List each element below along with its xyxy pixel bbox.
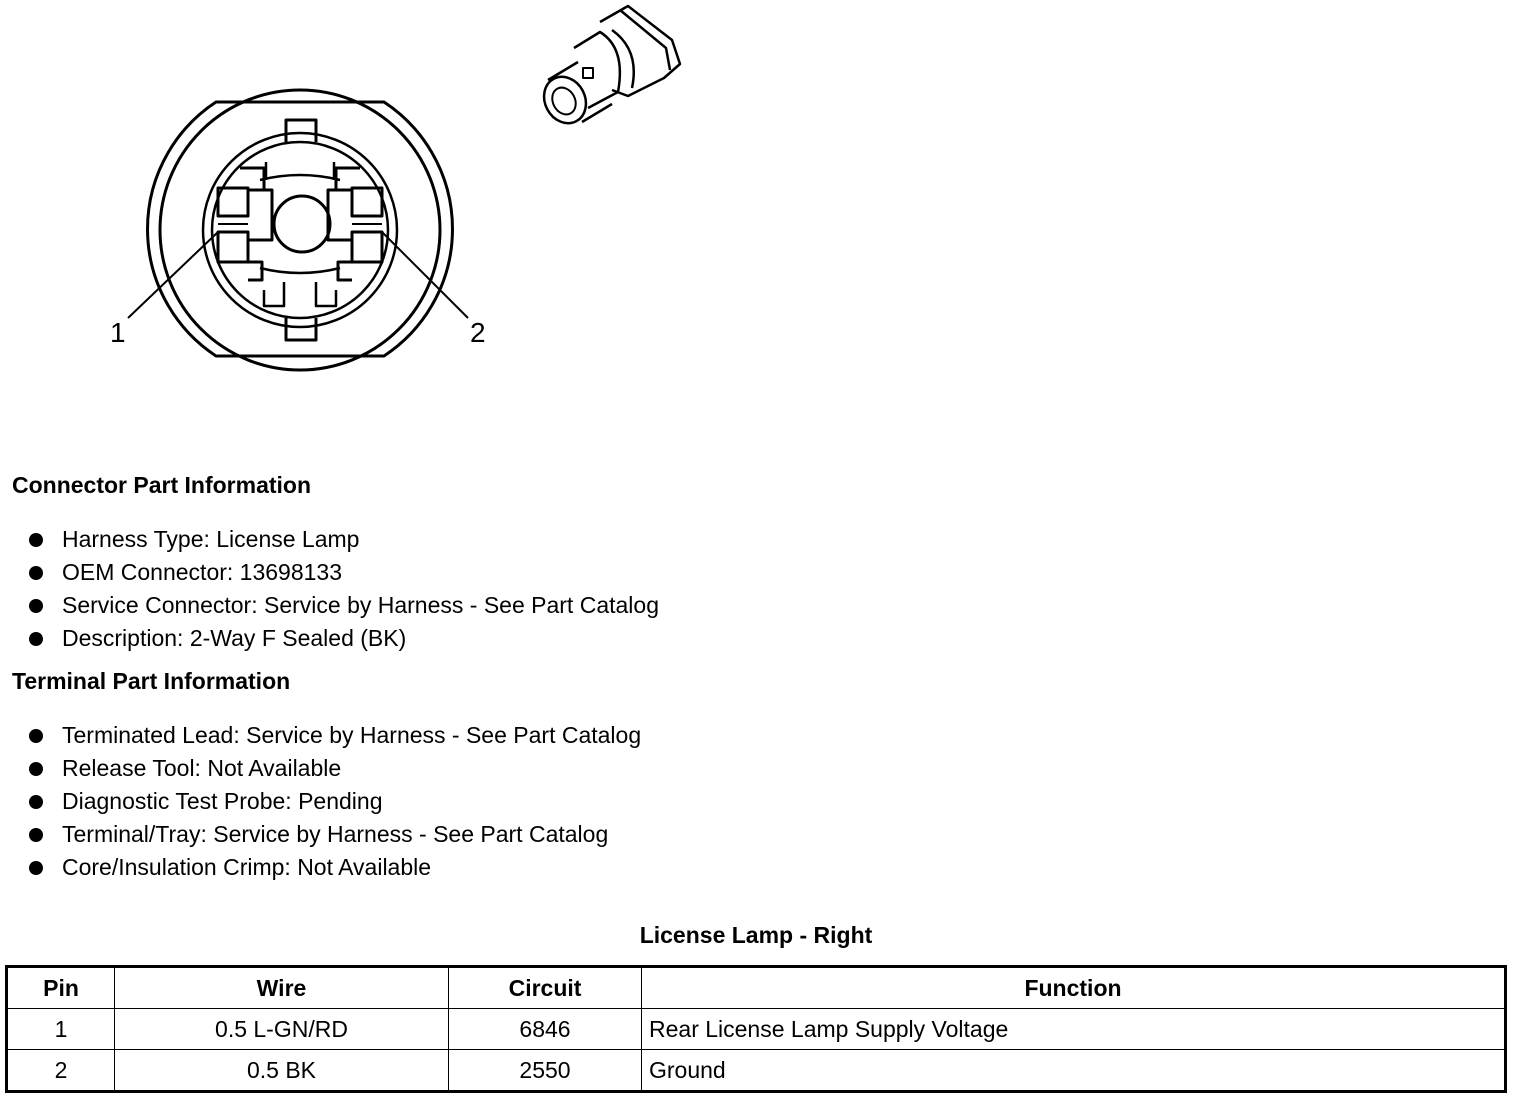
callout-leader-1 bbox=[128, 232, 218, 318]
bullet-icon bbox=[29, 762, 43, 776]
cell-wire: 0.5 L-GN/RD bbox=[115, 1009, 449, 1050]
list-item: Terminated Lead: Service by Harness - See Part Catalog bbox=[0, 719, 641, 752]
bullet-icon bbox=[29, 861, 43, 875]
list-item: Terminal/Tray: Service by Harness - See Part Catalog bbox=[0, 818, 641, 851]
table-header-row bbox=[7, 967, 1506, 1009]
list-item: OEM Connector: 13698133 bbox=[0, 556, 659, 589]
terminal-info-list bbox=[0, 719, 641, 884]
bullet-icon bbox=[29, 533, 43, 547]
callout-number-2: 2 bbox=[470, 317, 486, 348]
header-circuit: Circuit bbox=[449, 967, 642, 1009]
bullet-icon bbox=[29, 632, 43, 646]
callout-leader-2 bbox=[382, 232, 468, 318]
cell-circuit: 2550 bbox=[449, 1050, 642, 1092]
connector-face-illustration bbox=[0, 0, 720, 400]
header-wire: Wire bbox=[115, 967, 449, 1009]
header-function: Function bbox=[642, 967, 1506, 1009]
cavity-1 bbox=[218, 168, 272, 280]
pin-table-title: License Lamp - Right bbox=[639, 922, 873, 948]
table-row bbox=[7, 1009, 1506, 1050]
pin-table bbox=[5, 965, 1507, 1093]
connector-thumbnail-icon bbox=[536, 6, 680, 131]
bullet-icon bbox=[29, 828, 43, 842]
list-item: Description: 2-Way F Sealed (BK) bbox=[0, 622, 659, 655]
cell-pin: 1 bbox=[7, 1009, 115, 1050]
cell-pin: 2 bbox=[7, 1050, 115, 1092]
list-item: Diagnostic Test Probe: Pending bbox=[0, 785, 641, 818]
connector-center-hole bbox=[274, 196, 330, 252]
bullet-icon bbox=[29, 566, 43, 580]
connector-info-heading: Connector Part Information bbox=[12, 472, 312, 498]
bullet-icon bbox=[29, 599, 43, 613]
cell-function: Rear License Lamp Supply Voltage bbox=[642, 1009, 1506, 1050]
table-row bbox=[7, 1050, 1506, 1092]
cell-function: Ground bbox=[642, 1050, 1506, 1092]
list-item: Harness Type: License Lamp bbox=[0, 523, 659, 556]
cavity-2 bbox=[328, 168, 382, 280]
connector-bottom-key bbox=[286, 318, 316, 340]
callout-number-1: 1 bbox=[110, 317, 126, 348]
connector-info-list bbox=[0, 523, 659, 655]
bullet-icon bbox=[29, 795, 43, 809]
list-item: Release Tool: Not Available bbox=[0, 752, 641, 785]
list-item: Service Connector: Service by Harness - See Part Catalog bbox=[0, 589, 659, 622]
cell-circuit: 6846 bbox=[449, 1009, 642, 1050]
connector-top-key bbox=[286, 120, 316, 142]
bullet-icon bbox=[29, 729, 43, 743]
terminal-info-heading: Terminal Part Information bbox=[12, 668, 291, 694]
list-item: Core/Insulation Crimp: Not Available bbox=[0, 851, 641, 884]
cell-wire: 0.5 BK bbox=[115, 1050, 449, 1092]
header-pin: Pin bbox=[7, 967, 115, 1009]
